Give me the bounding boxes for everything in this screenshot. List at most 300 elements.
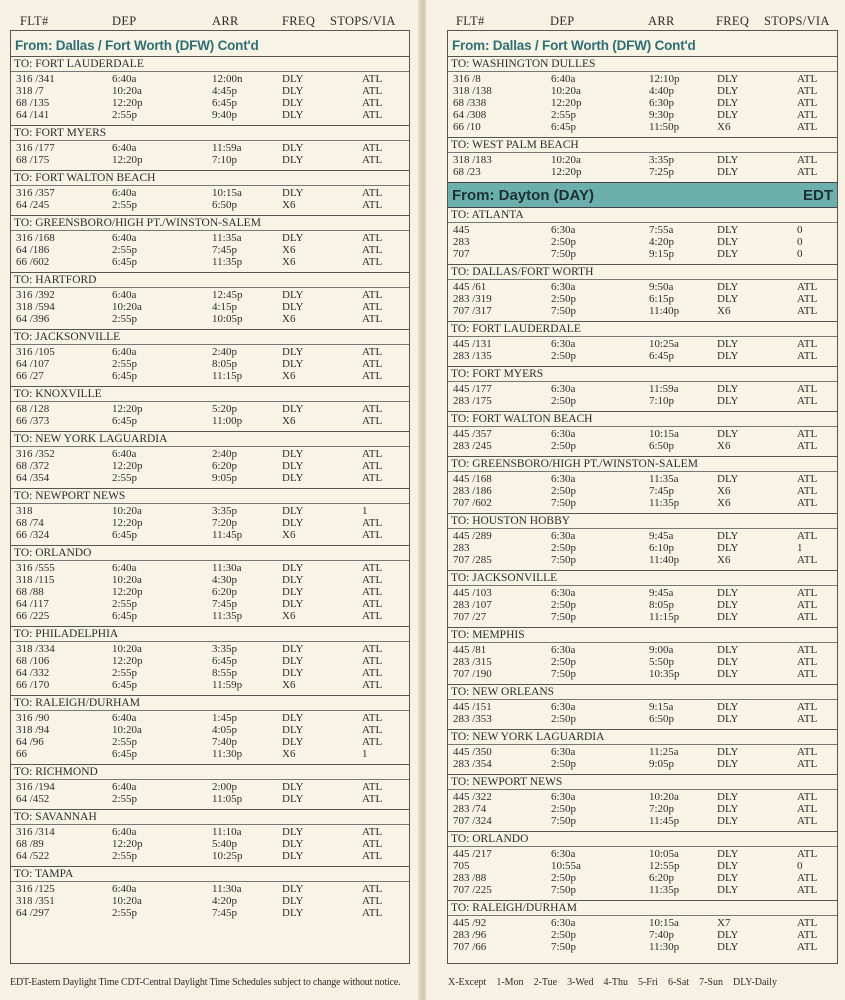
flight-number: 283 /319 <box>453 293 492 305</box>
flight-row <box>448 668 837 680</box>
frequency: DLY <box>282 883 304 895</box>
flight-number: 445 /131 <box>453 338 492 350</box>
departure-time: 6:40a <box>112 826 137 838</box>
flight-number: 316 /90 <box>16 712 50 724</box>
flight-row <box>11 85 409 97</box>
stops-via: ATL <box>797 587 818 599</box>
flight-row <box>448 791 837 803</box>
stops-via: ATL <box>797 941 818 953</box>
flight-row <box>448 815 837 827</box>
arrival-time: 3:35p <box>212 643 238 655</box>
flight-number: 318 /138 <box>453 85 492 97</box>
flight-row <box>11 562 409 574</box>
flight-number: 283 /96 <box>453 929 487 941</box>
flight-row <box>448 395 837 407</box>
stops-via: ATL <box>362 907 383 919</box>
frequency: DLY <box>717 611 739 623</box>
flight-number: 283 <box>453 236 470 248</box>
arrival-time: 7:40p <box>649 929 675 941</box>
flight-number: 445 /322 <box>453 791 492 803</box>
stops-via: ATL <box>362 736 383 748</box>
stops-via: ATL <box>797 305 818 317</box>
flight-row <box>448 350 837 362</box>
departure-time: 10:20a <box>112 301 142 313</box>
flight-number: 68 /135 <box>16 97 50 109</box>
flight-row <box>11 403 409 415</box>
frequency: DLY <box>717 530 739 542</box>
arrival-time: 9:05p <box>649 758 675 770</box>
flt-column-header: FLT# <box>20 14 49 28</box>
frequency: DLY <box>282 643 304 655</box>
flight-number: 316 /314 <box>16 826 55 838</box>
destination-heading: TO: ATLANTA <box>448 208 837 223</box>
frequency: DLY <box>717 872 739 884</box>
flight-number: 316 /125 <box>16 883 55 895</box>
frequency: DLY <box>717 746 739 758</box>
frequency: DLY <box>717 587 739 599</box>
frequency: DLY <box>717 395 739 407</box>
frequency: DLY <box>717 236 739 248</box>
stops-via: ATL <box>362 826 383 838</box>
departure-time: 2:55p <box>112 358 138 370</box>
arrival-time: 11:35p <box>649 497 680 509</box>
stops-via: ATL <box>797 383 818 395</box>
stops-via: ATL <box>797 530 818 542</box>
arrival-time: 9:15p <box>649 248 675 260</box>
flight-rows <box>448 916 837 955</box>
flight-rows <box>448 790 837 829</box>
destination-heading: TO: HOUSTON HOBBY <box>448 513 837 529</box>
arrival-time: 10:15a <box>649 917 679 929</box>
arrival-time: 2:40p <box>212 346 238 358</box>
flight-row <box>11 505 409 517</box>
flight-number: 445 /151 <box>453 701 492 713</box>
arrival-time: 9:50a <box>649 281 674 293</box>
stops-via: ATL <box>797 668 818 680</box>
departure-time: 7:50p <box>551 554 577 566</box>
departure-time: 6:40a <box>112 73 137 85</box>
flight-row <box>11 232 409 244</box>
flight-row <box>11 346 409 358</box>
flight-row <box>11 748 409 760</box>
frequency: X7 <box>717 917 731 929</box>
flight-row <box>11 643 409 655</box>
arrival-time: 7:40p <box>212 736 238 748</box>
flight-rows <box>11 825 409 864</box>
flight-number: 316 /357 <box>16 187 55 199</box>
flight-row <box>448 383 837 395</box>
flight-row <box>448 746 837 758</box>
arrival-time: 8:05p <box>212 358 238 370</box>
departure-time: 6:40a <box>112 781 137 793</box>
stops-via: ATL <box>362 154 383 166</box>
frequency: DLY <box>282 655 304 667</box>
flight-number: 66 /170 <box>16 679 50 691</box>
departure-time: 6:40a <box>112 346 137 358</box>
stops-column-header: STOPS/VIA <box>330 14 396 28</box>
flight-row <box>11 598 409 610</box>
flight-number: 316 /168 <box>16 232 55 244</box>
frequency: DLY <box>717 803 739 815</box>
frequency: DLY <box>282 586 304 598</box>
flight-row <box>11 73 409 85</box>
frequency: DLY <box>717 97 739 109</box>
stops-via: ATL <box>797 428 818 440</box>
flight-rows <box>11 231 409 270</box>
departure-time: 7:50p <box>551 497 577 509</box>
flight-number: 318 /7 <box>16 85 44 97</box>
flight-row <box>448 338 837 350</box>
flight-number: 66 /324 <box>16 529 50 541</box>
departure-time: 2:55p <box>112 313 138 325</box>
arrival-time: 12:00n <box>212 73 243 85</box>
arrival-time: 10:05p <box>212 313 243 325</box>
flight-row <box>11 199 409 211</box>
destination-heading: TO: TAMPA <box>11 866 409 882</box>
departure-time: 7:50p <box>551 884 577 896</box>
destination-heading: TO: FORT LAUDERDALE <box>11 57 409 72</box>
arrival-time: 6:20p <box>212 460 238 472</box>
flight-rows <box>11 345 409 384</box>
frequency: DLY <box>717 701 739 713</box>
legend-item: 1-Mon <box>496 977 524 988</box>
departure-time: 2:50p <box>551 758 577 770</box>
flight-row <box>448 281 837 293</box>
destination-heading: TO: SAVANNAH <box>11 809 409 825</box>
departure-time: 6:40a <box>112 562 137 574</box>
flight-number: 316 /392 <box>16 289 55 301</box>
flight-number: 445 /92 <box>453 917 487 929</box>
arrival-time: 10:25a <box>649 338 679 350</box>
flight-row <box>448 713 837 725</box>
frequency: DLY <box>282 598 304 610</box>
footer-note: EDT-Eastern Daylight Time CDT-Central Daylight Time Schedules subject to change without notice. <box>10 977 401 988</box>
stops-via: ATL <box>362 73 383 85</box>
freq-column-header: FREQ <box>716 14 750 28</box>
flight-number: 64 /522 <box>16 850 50 862</box>
frequency: DLY <box>282 736 304 748</box>
departure-time: 6:45p <box>112 748 138 760</box>
destination-heading: TO: GREENSBORO/HIGH PT./WINSTON-SALEM <box>11 215 409 231</box>
frequency-legend <box>448 977 787 988</box>
arrival-time: 3:35p <box>212 505 238 517</box>
frequency: X6 <box>717 121 731 133</box>
arrival-time: 5:40p <box>212 838 238 850</box>
arrival-time: 6:45p <box>212 655 238 667</box>
flight-number: 64 /141 <box>16 109 50 121</box>
departure-time: 2:50p <box>551 485 577 497</box>
flight-row <box>11 712 409 724</box>
departure-time: 10:20a <box>112 574 142 586</box>
departure-time: 12:20p <box>112 97 143 109</box>
flight-number: 316 /352 <box>16 448 55 460</box>
arrival-time: 4:05p <box>212 724 238 736</box>
frequency: X6 <box>282 748 296 760</box>
frequency: DLY <box>282 85 304 97</box>
arrival-time: 6:50p <box>212 199 238 211</box>
departure-time: 6:45p <box>112 610 138 622</box>
departure-time: 10:20a <box>551 154 581 166</box>
departure-time: 6:45p <box>112 529 138 541</box>
flight-number: 445 /103 <box>453 587 492 599</box>
flight-rows <box>11 288 409 327</box>
frequency: DLY <box>717 848 739 860</box>
arrival-time: 11:35p <box>649 884 680 896</box>
stops-via: 0 <box>797 224 803 236</box>
stops-via: ATL <box>797 473 818 485</box>
stops-via: ATL <box>362 142 383 154</box>
frequency: DLY <box>717 350 739 362</box>
stops-via: ATL <box>797 791 818 803</box>
destination-heading: TO: ORLANDO <box>11 545 409 561</box>
departure-time: 2:55p <box>112 907 138 919</box>
origin-heading: From: Dallas / Fort Worth (DFW) Cont'd <box>448 31 837 57</box>
frequency: DLY <box>282 187 304 199</box>
flight-rows <box>448 280 837 319</box>
stops-via: ATL <box>797 611 818 623</box>
departure-time: 6:30a <box>551 587 576 599</box>
frequency: DLY <box>717 668 739 680</box>
departure-time: 2:50p <box>551 236 577 248</box>
stops-via: ATL <box>797 338 818 350</box>
arrival-time: 9:15a <box>649 701 674 713</box>
flight-row <box>11 724 409 736</box>
flight-number: 705 <box>453 860 470 872</box>
flight-rows <box>11 72 409 123</box>
destination-heading: TO: NEW YORK LAGUARDIA <box>11 431 409 447</box>
departure-time: 2:55p <box>551 109 577 121</box>
stops-via: ATL <box>362 895 383 907</box>
stops-via: ATL <box>362 232 383 244</box>
frequency: X6 <box>717 305 731 317</box>
flight-row <box>11 736 409 748</box>
stops-via: ATL <box>362 850 383 862</box>
flight-number: 64 /107 <box>16 358 50 370</box>
flight-row <box>11 289 409 301</box>
freq-column-header: FREQ <box>282 14 316 28</box>
stops-via: ATL <box>797 848 818 860</box>
flight-number: 283 /74 <box>453 803 487 815</box>
frequency: DLY <box>717 791 739 803</box>
departure-time: 10:55a <box>551 860 581 872</box>
flight-number: 318 /351 <box>16 895 55 907</box>
flight-number: 283 /245 <box>453 440 492 452</box>
flight-number: 68 /372 <box>16 460 50 472</box>
left-page <box>0 0 420 1000</box>
arrival-time: 11:45p <box>649 815 680 827</box>
frequency: X6 <box>282 313 296 325</box>
frequency: DLY <box>717 884 739 896</box>
arrival-time: 7:55a <box>649 224 674 236</box>
arrival-time: 3:35p <box>649 154 675 166</box>
frequency: DLY <box>717 109 739 121</box>
frequency: DLY <box>717 860 739 872</box>
flight-rows <box>448 586 837 625</box>
flight-number: 68 /106 <box>16 655 50 667</box>
arrival-time: 10:15a <box>649 428 679 440</box>
arrival-time: 12:55p <box>649 860 680 872</box>
departure-time: 6:40a <box>112 142 137 154</box>
arrival-time: 6:15p <box>649 293 675 305</box>
flight-row <box>11 586 409 598</box>
flight-number: 64 /186 <box>16 244 50 256</box>
flight-number: 283 /353 <box>453 713 492 725</box>
flight-row <box>448 428 837 440</box>
destination-heading: TO: PHILADELPHIA <box>11 626 409 642</box>
frequency: DLY <box>282 460 304 472</box>
flight-row <box>448 611 837 623</box>
departure-time: 6:45p <box>112 370 138 382</box>
stops-via: 0 <box>797 248 803 260</box>
departure-time: 2:50p <box>551 656 577 668</box>
arrival-time: 11:30a <box>212 883 242 895</box>
departure-time: 2:50p <box>551 713 577 725</box>
arrival-time: 11:30a <box>212 562 242 574</box>
flight-rows <box>448 427 837 454</box>
flight-number: 318 /183 <box>453 154 492 166</box>
departure-time: 7:50p <box>551 941 577 953</box>
departure-time: 12:20p <box>112 838 143 850</box>
flight-row <box>11 301 409 313</box>
frequency: DLY <box>717 383 739 395</box>
frequency: DLY <box>282 505 304 517</box>
flight-row <box>448 701 837 713</box>
arrival-time: 10:15a <box>212 187 242 199</box>
flight-number: 316 /555 <box>16 562 55 574</box>
arrival-time: 9:05p <box>212 472 238 484</box>
flight-number: 64 /332 <box>16 667 50 679</box>
arrival-time: 7:20p <box>649 803 675 815</box>
departure-time: 6:30a <box>551 224 576 236</box>
flight-row <box>11 256 409 268</box>
flight-number: 316 /8 <box>453 73 481 85</box>
flight-number: 316 /341 <box>16 73 55 85</box>
flight-row <box>448 872 837 884</box>
frequency: DLY <box>717 293 739 305</box>
flight-number: 283 /88 <box>453 872 487 884</box>
stops-via: ATL <box>797 166 818 178</box>
destination-heading: TO: GREENSBORO/HIGH PT./WINSTON-SALEM <box>448 456 837 472</box>
arr-column-header: ARR <box>648 14 675 28</box>
flight-row <box>448 530 837 542</box>
frequency: DLY <box>282 517 304 529</box>
arrival-time: 12:45p <box>212 289 243 301</box>
stops-via: ATL <box>797 485 818 497</box>
frequency: DLY <box>717 758 739 770</box>
arrival-time: 11:45p <box>212 529 243 541</box>
destination-heading: TO: WASHINGTON DULLES <box>448 57 837 72</box>
flight-number: 445 /177 <box>453 383 492 395</box>
frequency: X6 <box>282 679 296 691</box>
flight-number: 64 /245 <box>16 199 50 211</box>
flight-rows <box>11 402 409 429</box>
stops-via: ATL <box>362 244 383 256</box>
departure-time: 6:30a <box>551 746 576 758</box>
departure-time: 2:55p <box>112 472 138 484</box>
flight-row <box>448 166 837 178</box>
frequency: DLY <box>717 338 739 350</box>
stops-via: ATL <box>362 883 383 895</box>
flight-number: 318 /334 <box>16 643 55 655</box>
arrival-time: 10:05a <box>649 848 679 860</box>
destination-heading: TO: NEWPORT NEWS <box>11 488 409 504</box>
flight-number: 64 /96 <box>16 736 44 748</box>
arrival-time: 11:50p <box>649 121 680 133</box>
flight-number: 707 /225 <box>453 884 492 896</box>
flight-row <box>11 574 409 586</box>
flight-rows <box>448 153 837 180</box>
departure-time: 6:45p <box>112 679 138 691</box>
frequency: DLY <box>282 574 304 586</box>
stops-via: 0 <box>797 860 803 872</box>
flight-rows <box>448 643 837 682</box>
flight-rows <box>11 186 409 213</box>
flight-number: 707 /190 <box>453 668 492 680</box>
flight-rows <box>11 882 409 921</box>
flight-rows <box>448 745 837 772</box>
departure-time: 2:50p <box>551 440 577 452</box>
flight-number: 68 /128 <box>16 403 50 415</box>
arrival-time: 12:10p <box>649 73 680 85</box>
flight-row <box>448 97 837 109</box>
flight-row <box>11 109 409 121</box>
legend-item: 2-Tue <box>533 977 558 988</box>
arrival-time: 10:25p <box>212 850 243 862</box>
frequency: DLY <box>282 232 304 244</box>
destination-heading: TO: MEMPHIS <box>448 627 837 643</box>
departure-time: 12:20p <box>112 517 143 529</box>
flight-number: 66 /225 <box>16 610 50 622</box>
stops-via: 0 <box>797 236 803 248</box>
frequency: DLY <box>282 448 304 460</box>
flight-number: 707 /317 <box>453 305 492 317</box>
frequency: X6 <box>282 529 296 541</box>
arrival-time: 11:30p <box>212 748 243 760</box>
flight-row <box>448 848 837 860</box>
departure-time: 6:40a <box>112 448 137 460</box>
stops-via: ATL <box>797 929 818 941</box>
frequency: DLY <box>717 224 739 236</box>
stops-via: ATL <box>362 643 383 655</box>
arrival-time: 4:15p <box>212 301 238 313</box>
departure-time: 12:20p <box>112 586 143 598</box>
flight-number: 64 /396 <box>16 313 50 325</box>
stops-via: ATL <box>362 199 383 211</box>
flight-row <box>11 460 409 472</box>
flight-number: 68 /23 <box>453 166 481 178</box>
destination-heading: TO: HARTFORD <box>11 272 409 288</box>
frequency: X6 <box>717 497 731 509</box>
stops-via: ATL <box>797 121 818 133</box>
frequency: DLY <box>717 85 739 97</box>
stops-via: ATL <box>362 415 383 427</box>
stops-via: ATL <box>797 815 818 827</box>
flight-row <box>11 826 409 838</box>
frequency: DLY <box>717 73 739 85</box>
flight-number: 66 /602 <box>16 256 50 268</box>
frequency: DLY <box>282 142 304 154</box>
departure-time: 2:55p <box>112 850 138 862</box>
flight-rows <box>448 529 837 568</box>
flight-row <box>448 305 837 317</box>
stops-via: ATL <box>362 781 383 793</box>
stops-via: ATL <box>362 610 383 622</box>
flight-number: 64 /354 <box>16 472 50 484</box>
flight-row <box>11 154 409 166</box>
stops-via: ATL <box>797 293 818 305</box>
stops-via: 1 <box>362 505 368 517</box>
flight-number: 445 /357 <box>453 428 492 440</box>
